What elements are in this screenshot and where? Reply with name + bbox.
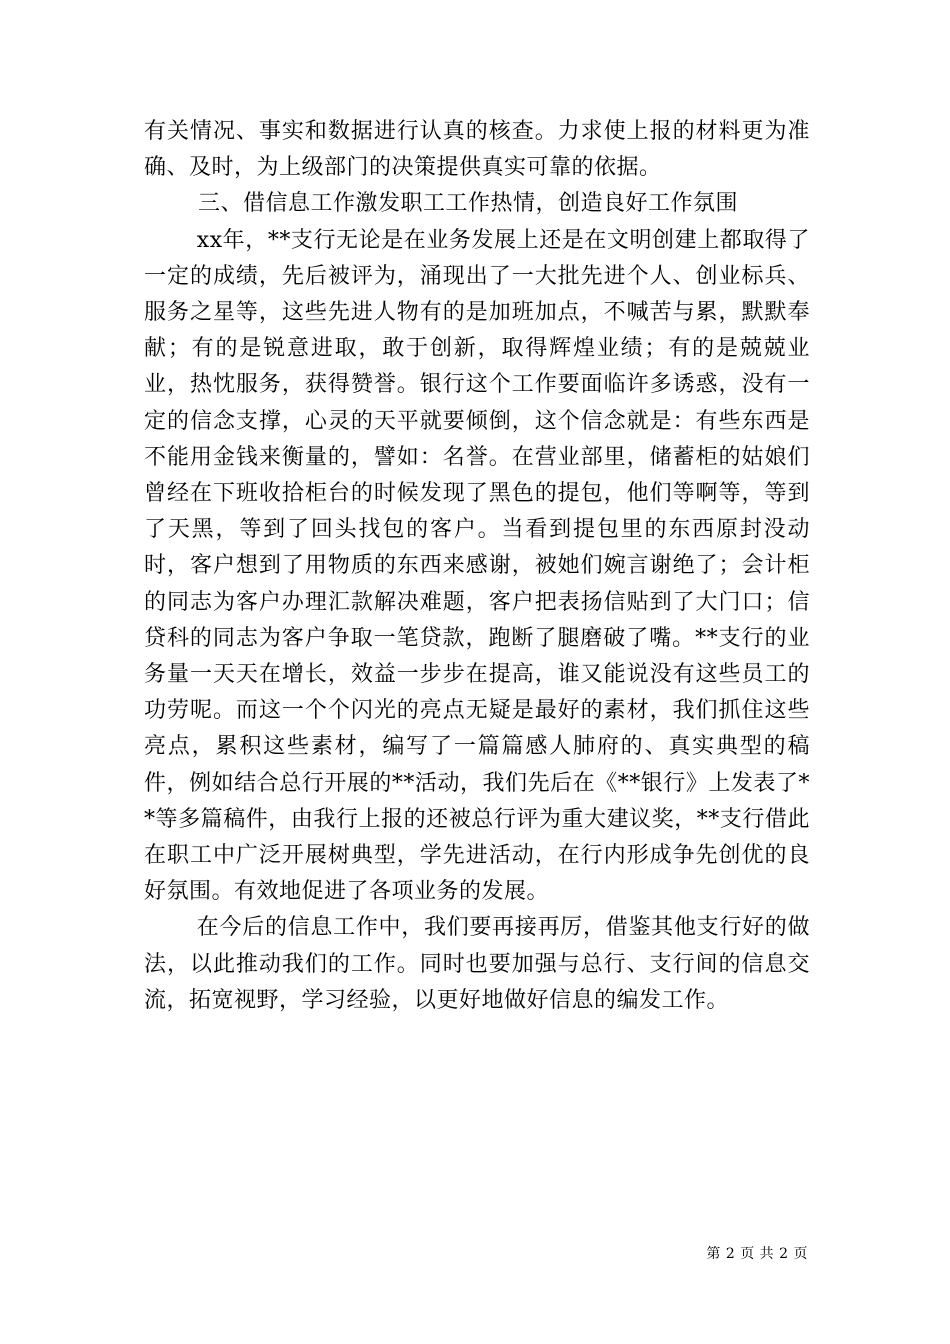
paragraph-closing: 在今后的信息工作中，我们要再接再厉，借鉴其他支行好的做法，以此推动我们的工作。同时也要加强与总行、支行间的信息交流，拓宽视野，学习经验，以更好地做好信息的编发工作。 bbox=[144, 915, 810, 1013]
section-heading: 三、借信息工作激发职工工作热情，创造良好工作氛围 bbox=[198, 191, 739, 217]
page-number: 第 2 页 共 2 页 bbox=[706, 1246, 808, 1262]
paragraph-continuation: 有关情况、事实和数据进行认真的核查。力求使上报的材料更为准确、及时，为上级部门的决策提供真实可靠的依据。 bbox=[144, 119, 810, 181]
paragraph-main: xx年，**支行无论是在业务发展上还是在文明创建上都取得了一定的成绩，先后被评为，涌现出了一大批先进个人、创业标兵、服务之星等，这些先进人物有的是加班加点，不喊苦与累，默默奉献；有的是锐意进取，敢于创新，取得辉煌业绩；有的是兢兢业业，热忱服务，获得赞誉。银行这个工作要面临许多诱惑，没有一定的信念支撑，心灵的天平就要倾倒，这个信念就是：有些东西是不能用金钱来衡量的，譬如：名誉。在营业部里，储蓄柜的姑娘们曾经在下班收拾柜台的时候发现了黑色的提包，他们等啊等，等到了天黑，等到了回头找包的客户。当看到提包里的东西原封没动时，客户想到了用物质的东西来感谢，被她们婉言谢绝了；会计柜的同志为客户办理汇款解决难题，客户把表扬信贴到了大门口；信贷科的同志为客户争取一笔贷款，跑断了腿磨破了嘴。**支行的业务量一天天在增长，效益一步步在提高，谁又能说没有这些员工的功劳呢。而这一个个闪光的亮点无疑是最好的素材，我们抓住这些亮点，累积这些素材，编写了一篇篇感人肺府的、真实典型的稿件，例如结合总行开展的**活动，我们先后在《**银行》上发表了**等多篇稿件，由我行上报的还被总行评为重大建议奖，**支行借此在职工中广泛开展树典型，学先进活动，在行内形成争先创优的良好氛围。有效地促进了各项业务的发展。 bbox=[144, 227, 810, 905]
document-body bbox=[144, 114, 810, 1019]
